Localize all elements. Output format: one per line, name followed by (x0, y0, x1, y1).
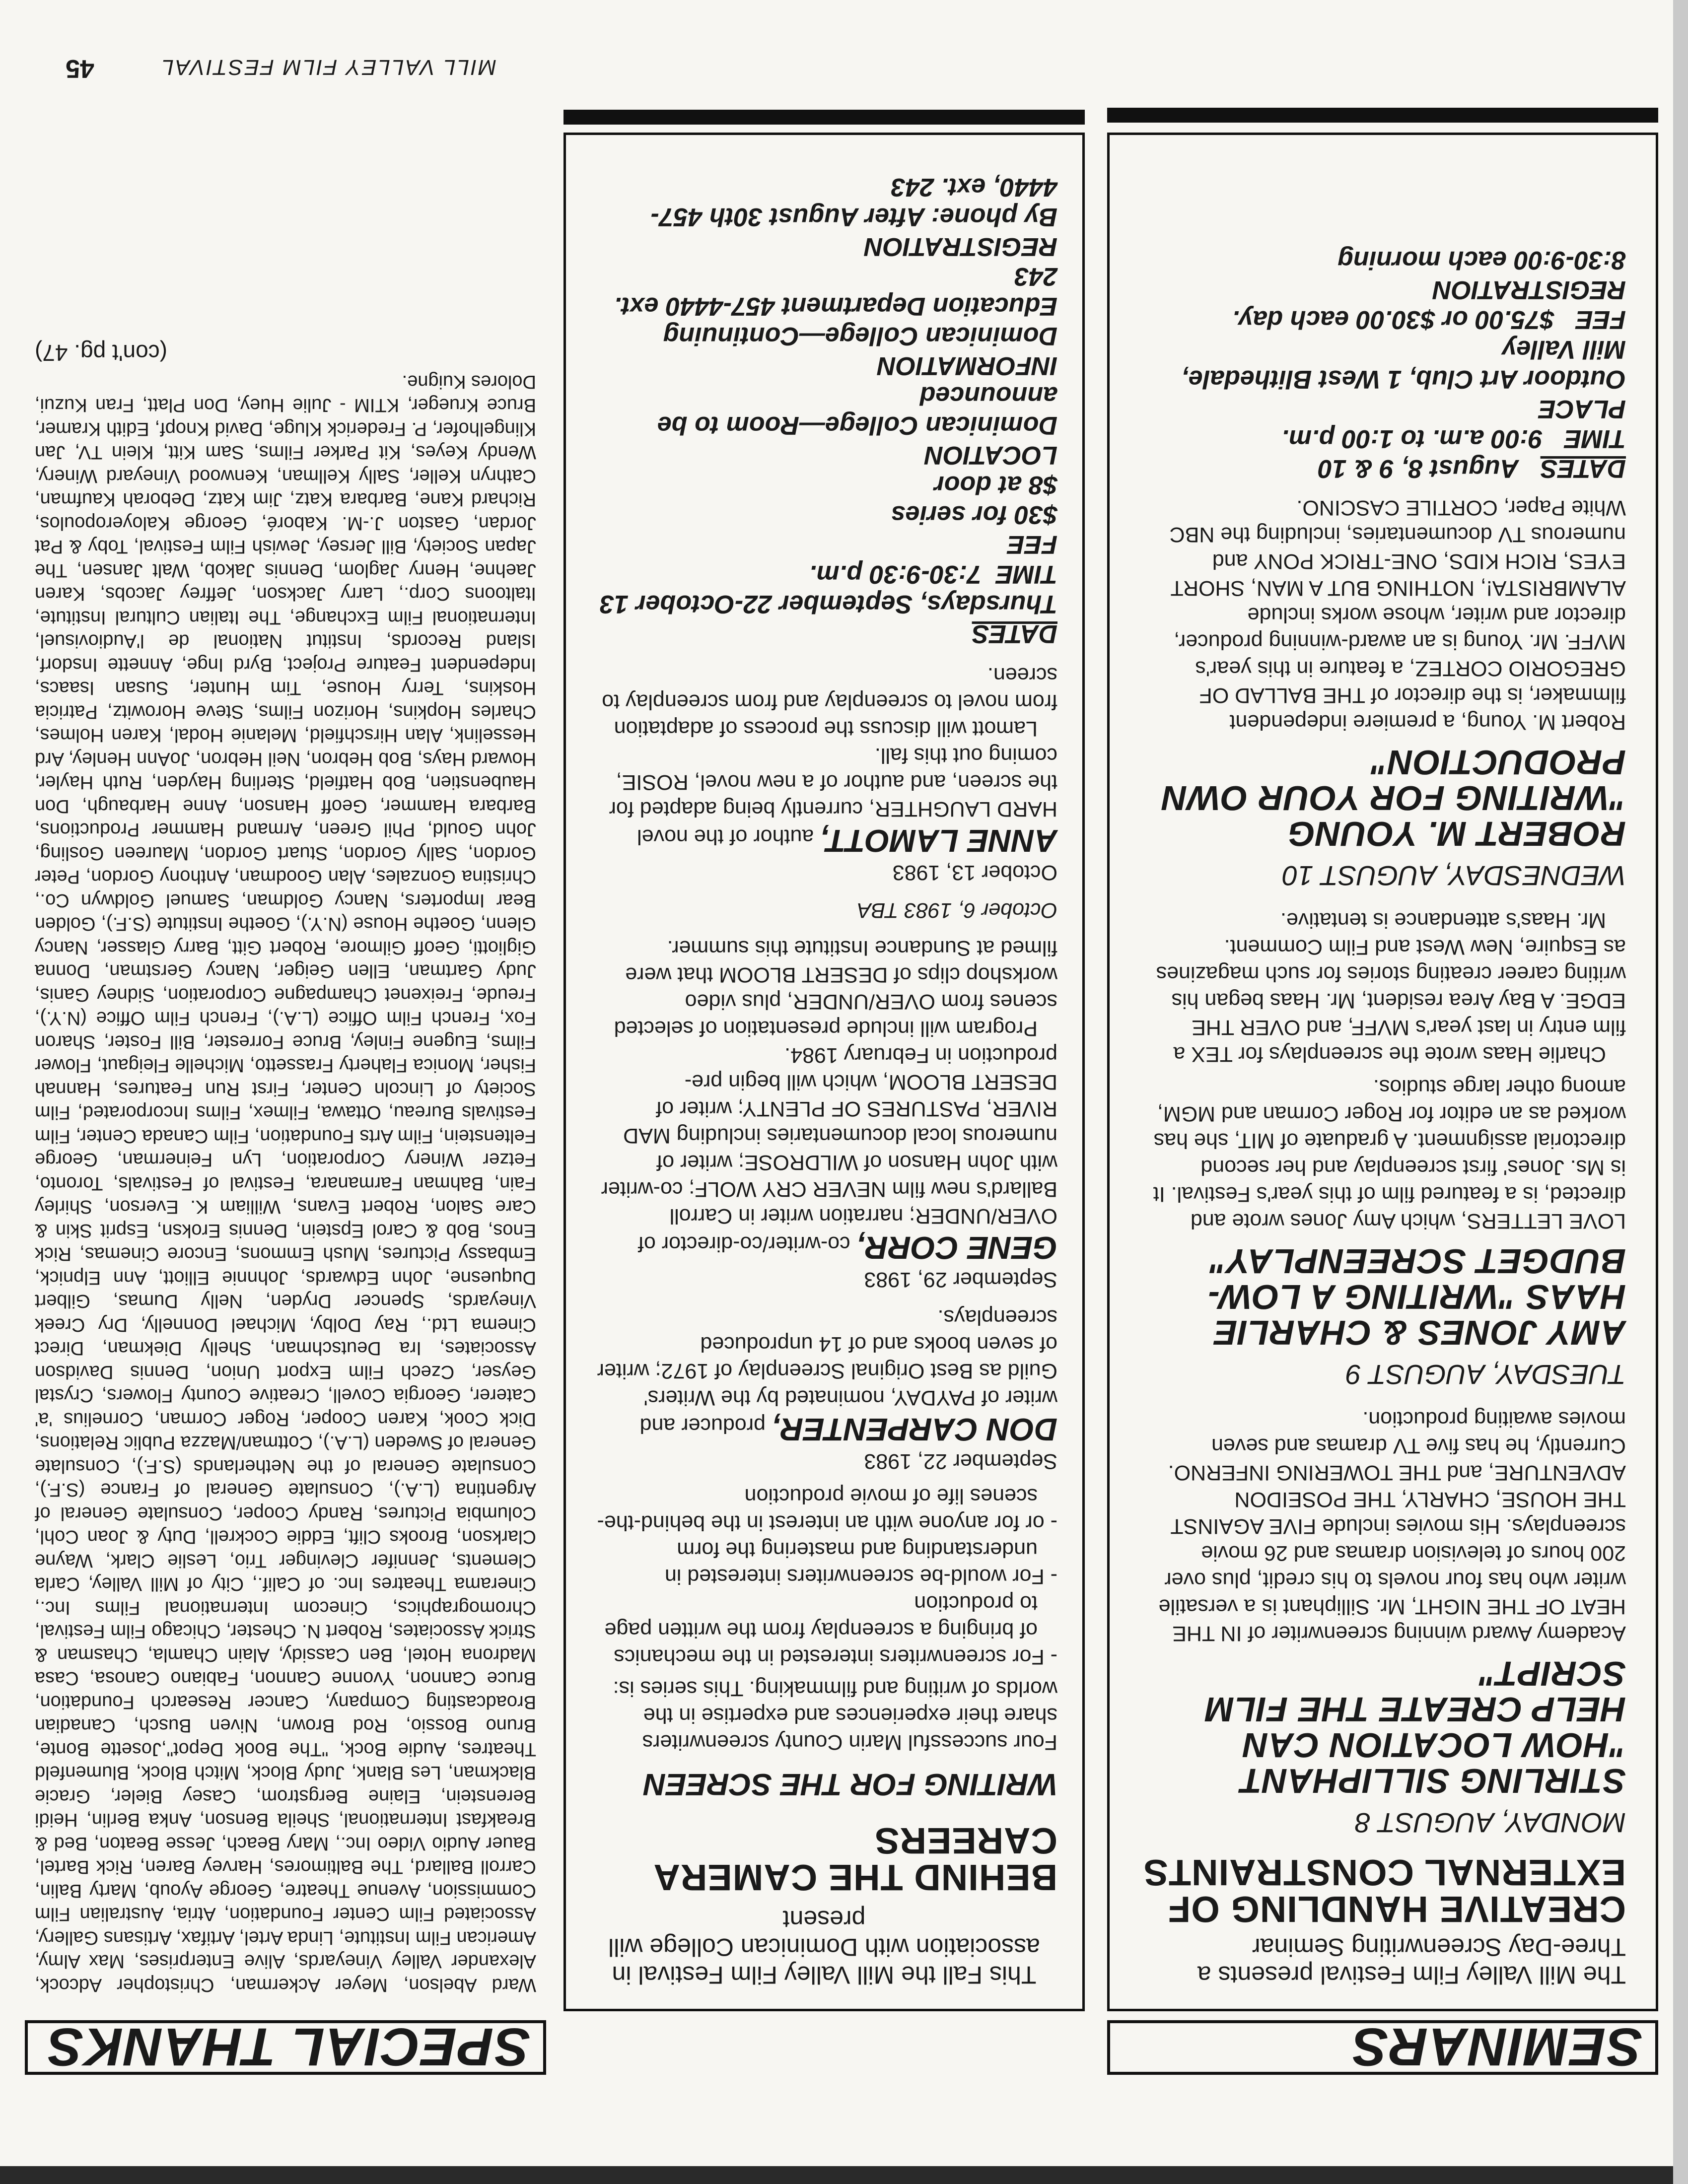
careers-subtitle: WRITING FOR THE SCREEN (643, 1767, 1057, 1801)
careers-details (591, 172, 1057, 649)
seminars-header (1107, 2017, 1658, 2078)
footer-page-number: 45 (66, 54, 94, 83)
careers-fee-value: $30 for series (891, 500, 1057, 529)
careers-info-value: Dominican College—Continuing Education Department 457-4440 ext. 243 (614, 262, 1057, 350)
career-session-3-date: October 6, 1983 TBA (857, 898, 1057, 922)
thanks-text: Ward Abelson, Meyer Ackerman, Christopher Adcock, Alexander Valley Vineyards, Alive Enterprises, Max Almy, American Film Institute, Linda Artel, Artifax, Artisans Gallery, Associated Film Center Foundation, Atria, Australian Film Commission, Avenue Theatre, George Ayoub, Marty Balin, Carroll Ballard, The Baltimores, Harvey Baren, Rick Bartel, Bauer Audio Video Inc., Mary Beach, Jesse Beaton, Bed & Breakfast International, Sheila Benson, Anka Berlin, Heidi Berenstein, Elaine Bergstrom, Casey Bieler, Gracie Blackman, Les Blank, Judy Block, Mitch Block, Blumenfeld Theatres, Audie Bock, "The Book Depot",Josette Bonte, Bruno Bossio, Rod Brown, Niven Busch, Canadian Broadcasting Company, Cancer Research Foundation, Bruce Cannon, Yvonne Cannon, Fabiano Canosa, Casa Madrona Hotel, Ben Cassidy, Alain Chamla, Chasman & Strick Associates, Robert N. Chester, Chicago Film Festival, Chromographics, Cinecom International Films Inc., Cinerama Theatres Inc. of Calif., City of Mill Valley, Carla Clements, Jennifer Clevinger Trio, Leslie Clark, Wayne Clarkson, Brooks Clift, Eddie Cockrell, Duty & Joan Cohl, Columbia Pictures, Randy Cooper, Consulate General of Argentina (L.A.), Consulate General of France (S.F.), Consulate General of the Netherlands (S.F.), Consulate General of Sweden (L.A.), Cottman/Mazza Public Relations, Dick Cook, Karen Cooper, Roger Corman, Cornelius 'a' Caterer, Georgia Covell, Creative County Flowers, Crystal Geyser, Czech Film Export Union, Dennis Davidson Associates, Ira Deutschman, Shelly Diekman, Direct Cinema Ltd., Ray Dolby, Michael Donnelly, Dry Creek Vineyards, Spencer Dryden, Nelly Dumas, Gilbert Duquesne, John Edwards, Johnnie Elliott, Ann Elpnick, Embassy Pictures, Mush Emmons, Encore Cinemas, Rick Enos, Bob & Carol Epstein, Dennis Eroksn, Esprit Skin & Care Salon, Robert Evans, William K. Everson, Shirley Fain, Bahman Farmanara, Festival of Festivals, Toronto, Fetzer Winery Corporation, Lyn Feinerman, George Feltenstein, Film Arts Foundation, Film Canada Center, Film Festivals Bureau, Ottawa, Filmex, Films Incorporated, Film Society of Lincoln Center, First Run Features, Hannah Fisher, Monica Flaherty Frassetto, Michelle Fleigaut, Flower Films, Eugene Finley, Bruce Forrester, Bill Foster, Sharon Fox, French Film Office (L.A.), French Film Office (N.Y.), Freude, Freixenet Champagne Corporation, Sidney Ganis, Judy Gartman, Ellen Geiger, Nancy Gerstman, Donna Gigliotti, Geoff Gilmore, Robert Gitt, Barry Glasser, Nancy Glenn, Goethe House (N.Y.), Goethe Institute (S.F.), Golden Bear Importers, Nancy Goldman, Samuel Goldwyn Co., Christina Gonzales, Alan Goodman, Anthony Gordon, Peter Gordon, Sally Gordon, Stuart Gordon, Maureen Gosling, John Gould, Phil Green, Armand Hammer Productions, Barbara Hammer, Geoff Hanson, Anne Harbaugh, Don Haubenstien, Bob Hatfield, Sterling Hayden, Ruth Hayler, Howard Hays, Bob Hebron, Neil Hebron, JoAnn Henley, Ard Hesselink, Alan Hirschfield, Melanie Hodal, Karen Holmes, Charles Hopkins, Horizon Films, Steve Horowitz, Patricia Hoskins, Terry House, Tim Hunter, Susan Isaacs, Independent Feature Project, Byrd Inge, Annette Insdorf, Island Records, Institut National de l'Audiovisuel, International Film Exchange, The Italian Cultural Institute, Italtoons Corp., Larry Jackson, Jeffrey Jacobs, Karen Jaehne, Henry Jaglom, Dennis Jakob, Walt Jansen, The Japan Society, Bill Jersey, Jewish Film Festival, Toby & Pat Jordan, Gaston J.-M. Kaboré, George Kaloyeropoulos, Richard Kane, Barbara Katz, Jim Katz, Deborah Kaufman, Cathryn Keller, Sally Kellman, Kenwood Vineyard Winery, Wendy Keyes, Kit Parker Films, Sam Kitt, Klein TV, Jan Klingelhofer, P. Frederick Kluge, David Knopf, Edith Kramer, Bruce Krueger, KTIM - Julie Huey, Don Platt, Fran Kuzui, Dolores Kuigne. (35, 371, 536, 1995)
seminar-fee (1139, 305, 1626, 335)
careers-registration-value: By phone: After August 30th 457-4440, ext. 243 (650, 173, 1057, 231)
career-session-1-name: DON CARPENTER, (771, 1412, 1057, 1447)
careers-header-spacer (563, 2011, 1085, 2075)
careers-dates-label: DATES (972, 619, 1057, 648)
session-2-body: LOVE LETTERS, which Amy Jones wrote and directed, is a featured film of this year's Festival. It is Ms. Jones' first screenplay and her second directorial assignment. A graduate of MIT, she has worked as an editor for Roger Corman and MGM, among other large studios. (1153, 1075, 1626, 1233)
session-2-title: AMY JONES & CHARLIE HAAS "WRITING A LOW-BUDGET SCREENPLAY" (1207, 1242, 1626, 1352)
session-1-title: STIRLING SILLIPHANT "HOW LOCATION CAN HELP CREATE THE FILM SCRIPT" (1204, 1654, 1626, 1800)
careers-box (563, 133, 1085, 2011)
scan-shadow (1673, 0, 1688, 2184)
career-session-2-name: GENE CORR, (856, 1230, 1057, 1266)
thanks-header (25, 2017, 546, 2078)
session-1-date: MONDAY, AUGUST 8 (1355, 1807, 1626, 1839)
seminars-intro: The Mill Valley Film Festival presents a Three-Day Screenwriting Seminar (1197, 1933, 1626, 1989)
career-session-2-body: co-writer/co-director of OVER/UNDER; narration writer in Carroll Ballard's new film NEVER CRY WOLF; co-writer with John Hanson of WILDROSE; writer of numerous local documentaries including MAD RIVER, PASTURES OF PLENTY; writer of DESERT BLOOM, which will begin pre-production in February 1984. (601, 1043, 1057, 1256)
careers-intro: This Fall the Mill Valley Film Festival in association with Dominican College will present (608, 1906, 1040, 1989)
seminar-fee-label: FEE (1575, 305, 1626, 334)
careers-bottom-rule (563, 110, 1085, 125)
thanks-continued: (con't pg. 47) (35, 340, 168, 366)
seminar-time-value: 9:00 a.m. to 1:00 p.m. (1281, 424, 1543, 453)
careers-body: Four successful Marin County screenwriters share their experiences and expertise in the worlds of writing and filmmaking. This series is: (613, 1677, 1057, 1754)
careers-bullet-2: - For would-be screenwriters interested in understanding and mastering the form (591, 1536, 1057, 1590)
seminar-time-label: TIME (1564, 424, 1626, 453)
career-session-2-date: September 29, 1983 (864, 1268, 1057, 1292)
session-1-body: Academy Award winning screenwriter of IN THE HEAT OF THE NIGHT, Mr. Silliphant is a versatile writer who has four novels to his credit, plus over 200 hours of television dramas and 26 movie screenplays. His movies include FIVE AGAINST THE HOUSE, CHARLY, THE POSEIDON ADVENTURE, and THE TOWERING INFERNO. Currently, he has five TV dramas and seven movies awaiting production. (1158, 1407, 1626, 1645)
seminar-fee-value: $75.00 or $30.00 each day. (1232, 305, 1554, 334)
careers-title: BEHIND THE CAMERA CAREERS (654, 1820, 1057, 1898)
seminars-heading: SEMINARS (1351, 2017, 1642, 2078)
seminar-registration-value: 8:30-9:00 each morning (1337, 246, 1626, 274)
seminars-box (1107, 133, 1658, 2011)
careers-time (591, 559, 1057, 589)
thanks-column (25, 340, 546, 2078)
seminar-place-value: Outdoor Art Club, 1 West Blithedale, Mill Valley (1181, 335, 1626, 394)
careers-column (563, 110, 1085, 2075)
thanks-heading: SPECIAL THANKS (46, 2017, 530, 2078)
thanks-body (25, 340, 546, 2012)
career-session-4-body: author of the novel HARD LAUGHTER, currently being adapted for the screen, and author of a new novel, ROSIE, coming out this fall. (609, 744, 1057, 849)
seminar-dates-value: August 8, 9 & 10 (1318, 454, 1519, 483)
session-2-date: TUESDAY, AUGUST 9 (1345, 1359, 1626, 1390)
seminar-time (1139, 424, 1626, 454)
careers-location-label: LOCATION (924, 441, 1057, 470)
careers-fee-value2: $8 at door (934, 471, 1057, 499)
careers-time-label: TIME (995, 560, 1057, 589)
career-session-1-date: September 22, 1983 (864, 1449, 1057, 1473)
session-3-body: Robert M. Young, a premiere independent filmmaker, is the director of THE BALLAD OF GREGORIO CORTEZ, a feature in this year's MVFF. Mr. Young is an award-winning producer, director and writer, whose works include ALAMBRISTA!, NOTHING BUT A MAN, SHORT EYES, RICH KIDS, ONE-TRICK PONY and numerous TV documentaries, including the NBC White Paper, CORTILE CASCINO. (1169, 496, 1626, 734)
session-3-date: WEDNESDAY, AUGUST 10 (1282, 860, 1626, 891)
career-session-2-body2: Program will include presentation of selected scenes from OVER/UNDER, plus video workshop clips of DESERT BLOOM that were filmed at Sundance Institute this summer. (614, 936, 1057, 1040)
session-3-title: ROBERT M. YOUNG "WRITING FOR YOUR OWN PRODUCTION" (1161, 743, 1626, 853)
careers-registration-label: REGISTRATION (864, 232, 1057, 261)
session-2-body3: Mr. Haas's attendance is tentative. (1280, 908, 1606, 932)
careers-bullet-3: - or for anyone with an interest in the behind-the-scenes life of movie production (591, 1483, 1057, 1536)
careers-time-value: 7:30-9:30 p.m. (809, 560, 982, 589)
career-session-4-name: ANNE LAMOTT, (820, 823, 1057, 859)
career-session-4-body2: Lamott will discuss the process of adaptation from novel to screenplay and from screenplay to screen. (602, 663, 1057, 741)
career-session-1-body: producer and writer of PAYDAY, nominated by the Writers' Guild as Best Original Screenplay of 1972; writer of seven books and of 14 unproduced screenplays. (597, 1305, 1057, 1437)
seminar-registration-label: REGISTRATION (1432, 275, 1626, 304)
careers-bullets (591, 1483, 1057, 1670)
seminar-place-label: PLACE (1538, 395, 1626, 423)
seminars-series-title: CREATIVE HANDLING OF EXTERNAL CONSTRAINTS (1143, 1852, 1626, 1930)
seminars-bottom-rule (1107, 108, 1658, 123)
footer-publication: MILL VALLEY FILM FESTIVAL (160, 55, 496, 79)
careers-location-value: Dominican College—Room to be announced (657, 381, 1057, 440)
careers-fee-label: FEE (1007, 530, 1057, 559)
seminar-dates-label: DATES (1540, 454, 1626, 483)
career-session-4-date: October 13, 1983 (892, 861, 1057, 885)
scan-edge (0, 2166, 1688, 2184)
seminar-details (1139, 245, 1626, 483)
seminar-dates (1139, 454, 1626, 483)
careers-bullet-1: - For screenwriters interested in the mechanics of bringing a screenplay from the written page to production (591, 1590, 1057, 1670)
session-2-body2: Charlie Haas wrote the screenplays for TEX a film entry in last year's MVFF, and OVER THE EDGE. A Bay Area resident, Mr. Haas began his writing career creating stories for such magazines as Esquire, New West and Film Comment. (1156, 935, 1626, 1066)
careers-info-label: INFORMATION (877, 351, 1057, 380)
seminars-column (1107, 110, 1658, 2078)
careers-dates-value: Thursdays, September 22-October 13 (600, 590, 1057, 618)
